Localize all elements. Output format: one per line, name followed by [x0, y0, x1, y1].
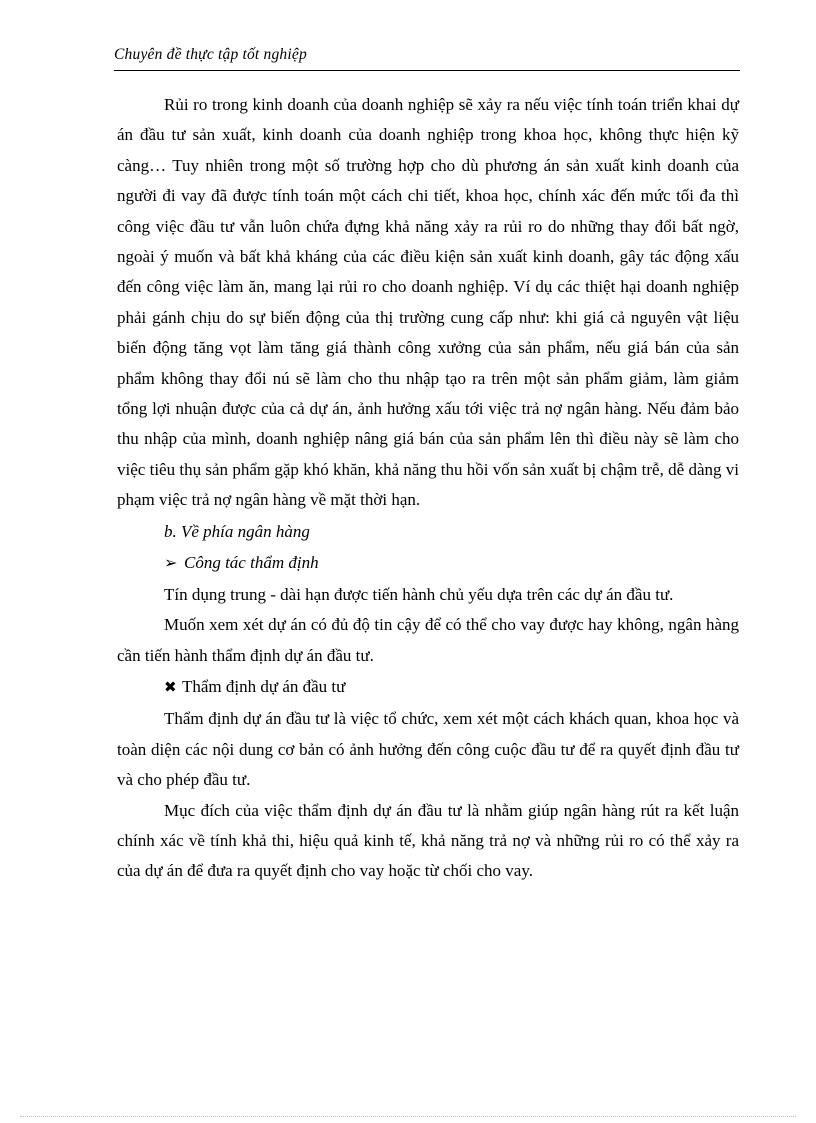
- bullet-project-appraisal-label: Thẩm định dự án đầu tư: [182, 676, 346, 696]
- paragraph-consider-project: Muốn xem xét dự án có đủ độ tin cậy để có thể cho vay được hay không, ngân hàng cần tiến hành thẩm định dự án đầu tư.: [117, 615, 739, 665]
- paragraph-medium-long-credit: Tín dụng trung - dài hạn được tiến hành chủ yếu dựa trên các dự án đầu tư.: [164, 584, 674, 604]
- cross-bullet-icon: ✖: [164, 679, 177, 696]
- paragraph-appraisal-purpose: Mục đích của việc thẩm định dự án đầu tư là nhằm giúp ngân hàng rút ra kết luận chính xác về tính khả thi, hiệu quả kinh tế, khả năng trả nợ và những rủi ro có thể xảy ra của dự án để đưa ra quyết định cho vay hoặc từ chối cho vay.: [117, 800, 739, 881]
- bullet-project-appraisal: [117, 671, 739, 705]
- page-bottom-divider: [20, 1116, 796, 1117]
- page-header: [114, 44, 740, 71]
- section-heading-bank-side: b. Về phía ngân hàng: [164, 521, 310, 541]
- paragraph-appraisal-definition: Thẩm định dự án đầu tư là việc tổ chức, xem xét một cách khách quan, khoa học và toàn diện các nội dung cơ bản có ảnh hưởng đến công cuộc đầu tư để ra quyết định đầu tư và cho phép đầu tư.: [117, 709, 739, 790]
- document-body: [117, 90, 739, 887]
- subheading-appraisal-label: Công tác thẩm định: [184, 553, 319, 573]
- paragraph-business-risk: Rủi ro trong kinh doanh của doanh nghiệp sẽ xảy ra nếu việc tính toán triển khai dự án đầu tư sản xuất, kinh doanh của doanh nghiệp trong khoa học, không thực hiện kỹ càng… Tuy nhiên trong một số trường hợp cho dù phương án sản xuất kinh doanh của người đi vay đã được tính toán một cách chi tiết, khoa học, chính xác đến mức tối đa thì công việc đầu tư vẫn luôn chứa đựng khả năng xảy ra rủi ro do những thay đổi bất ngờ, ngoài ý muốn và bất khả kháng của các điều kiện sản xuất kinh doanh, gây tác động xấu đến công việc làm ăn, mang lại rủi ro cho doanh nghiệp. Ví dụ các thiệt hại doanh nghiệp phải gánh chịu do sự biến động của thị trường cung cấp như: khi giá cả nguyên vật liệu biến động tăng vọt làm tăng giá thành công xưởng của sản phẩm, nếu giá bán của sản phẩm không thay đổi nú sẽ làm cho thu nhập tạo ra trên một sản phẩm giảm, làm giảm tổng lợi nhuận được của cả dự án, ảnh hưởng xấu tới việc trả nợ ngân hàng. Nếu đảm bảo thu nhập của mình, doanh nghiệp nâng giá bán của sản phẩm lên thì điều này sẽ làm cho việc tiêu thụ sản phẩm gặp khó khăn, khả năng thu hồi vốn sản xuất bị chậm trễ, dễ dàng vi phạm việc trả nợ ngân hàng về mặt thời hạn.: [117, 95, 739, 510]
- header-title: Chuyên đề thực tập tốt nghiệp: [114, 46, 307, 63]
- subheading-appraisal-work: [117, 547, 739, 580]
- arrow-bullet-icon: ➢: [164, 555, 178, 573]
